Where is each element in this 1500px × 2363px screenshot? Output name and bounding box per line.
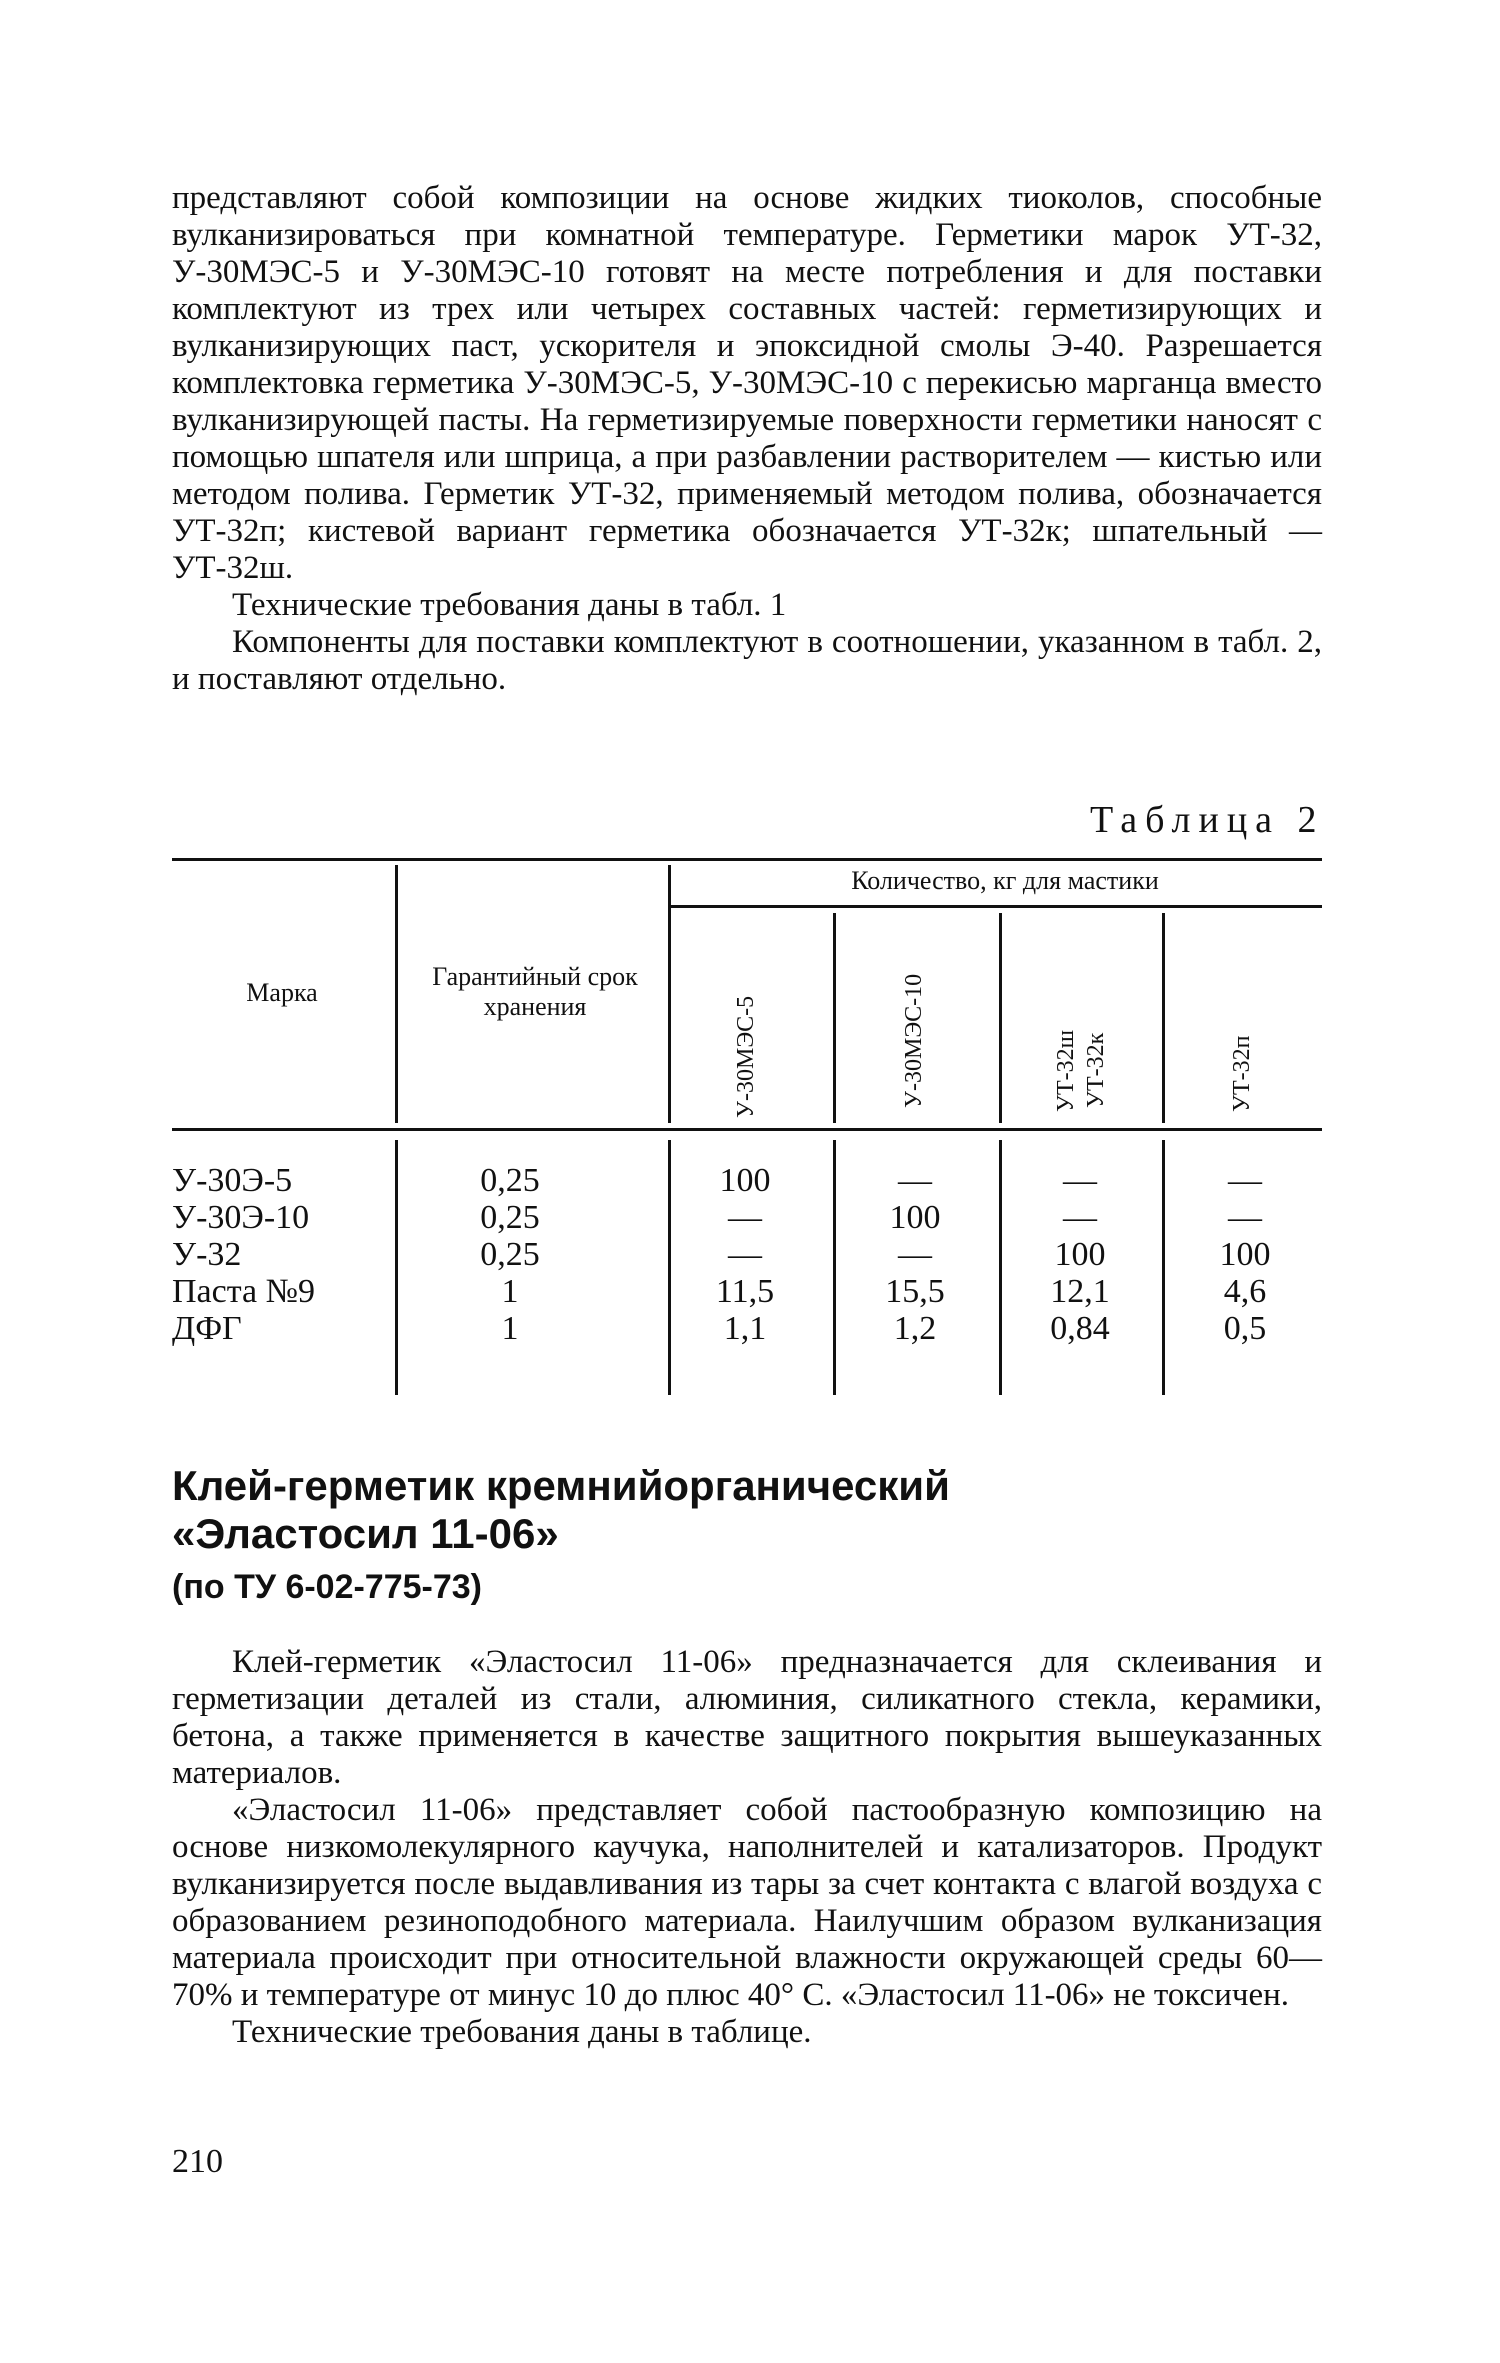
intro-paragraph-3: Компоненты для поставки комплектуют в соотношении, указанном в табл. 2, и поставляют отдельно. <box>172 624 1322 697</box>
cell-c3: 0,84 <box>1050 1310 1110 1347</box>
table-divider <box>999 1140 1002 1395</box>
cell-c3: — <box>1063 1199 1097 1236</box>
cell-c3: — <box>1063 1162 1097 1199</box>
subheader-ut32k: УТ-32к <box>1083 1032 1109 1108</box>
subheader-ut32p: УТ-32п <box>1229 1035 1255 1112</box>
header-group: Количество, кг для мастики <box>851 866 1159 895</box>
cell-c4: — <box>1228 1162 1262 1199</box>
cell-c4: — <box>1228 1199 1262 1236</box>
cell-c1: 100 <box>719 1162 771 1199</box>
subheader-u30mes5: У-30МЭС-5 <box>733 995 759 1118</box>
cell-c1: — <box>728 1236 762 1273</box>
cell-marka: У-30Э-10 <box>172 1199 310 1236</box>
cell-c2: 100 <box>889 1199 941 1236</box>
cell-c2: — <box>898 1162 932 1199</box>
cell-c4: 4,6 <box>1223 1273 1267 1310</box>
section-title-line-1: Клей-герметик кремнийорганический <box>172 1462 950 1509</box>
cell-c2: 15,5 <box>885 1273 945 1310</box>
cell-marka: Паста №9 <box>172 1273 316 1310</box>
cell-srok: 0,25 <box>480 1236 540 1273</box>
table-divider <box>395 1140 398 1395</box>
intro-paragraph-2: Технические требования даны в табл. 1 <box>232 587 787 623</box>
cell-c2: — <box>898 1236 932 1273</box>
intro-text <box>172 180 1322 698</box>
cell-c4: 0,5 <box>1223 1310 1267 1347</box>
cell-srok: 0,25 <box>480 1199 540 1236</box>
page-number: 210 <box>172 2143 223 2180</box>
cell-srok: 1 <box>501 1273 519 1310</box>
section-paragraph-2: «Эластосил 11-06» представляет собой пастообразную композицию на основе низкомолекулярного каучука, наполнителей и катализаторов. Продукт вулканизируется после выдавливания из тары за счет контакта с влагой воздуха с образованием резиноподобного материала. Наилучшим образом вулканизация материала происходит при относительной влажности окружающей среды 60—70% и температуре от минус 10 до плюс 40° С. «Эластосил 11-06» не токсичен. <box>172 1792 1322 2013</box>
table-divider <box>668 865 671 1123</box>
header-bottom-rule <box>172 1128 1322 1131</box>
group-header-rule <box>668 905 1322 908</box>
table-caption: Таблица 2 <box>1090 799 1325 841</box>
section-subtitle: (по ТУ 6-02-775-73) <box>172 1568 483 1606</box>
table-divider <box>1162 1140 1165 1395</box>
table-divider <box>833 1140 836 1395</box>
cell-c1: 1,1 <box>723 1310 767 1347</box>
cell-srok: 1 <box>501 1310 519 1347</box>
cell-marka: У-32 <box>172 1236 242 1273</box>
section-text <box>172 1644 1322 2051</box>
section-paragraph-1: Клей-герметик «Эластосил 11-06» предназначается для склеивания и герметизации деталей из стали, алюминия, силикатного стекла, керамики, бетона, а также применяется в качестве защитного покрытия вышеуказанных материалов. <box>172 1644 1322 1791</box>
table-divider <box>1162 913 1165 1123</box>
cell-marka: У-30Э-5 <box>172 1162 293 1199</box>
table-divider <box>833 913 836 1123</box>
table-divider <box>999 913 1002 1123</box>
table-divider <box>668 1140 671 1395</box>
cell-c3: 100 <box>1054 1236 1106 1273</box>
section-title <box>172 1462 950 1558</box>
section-title-line-2: «Эластосил 11-06» <box>172 1510 559 1557</box>
subheader-u30mes10: У-30МЭС-10 <box>901 973 927 1108</box>
cell-c1: 11,5 <box>715 1273 775 1310</box>
cell-marka: ДФГ <box>172 1310 242 1347</box>
cell-c4: 100 <box>1219 1236 1271 1273</box>
table-divider <box>395 865 398 1123</box>
table-top-rule <box>172 858 1322 861</box>
cell-srok: 0,25 <box>480 1162 540 1199</box>
header-srok: Гарантийный срок хранения <box>432 962 638 1021</box>
section-paragraph-3: Технические требования даны в таблице. <box>232 2014 812 2050</box>
cell-c1: — <box>728 1199 762 1236</box>
cell-c3: 12,1 <box>1050 1273 1110 1310</box>
cell-c2: 1,2 <box>893 1310 937 1347</box>
intro-paragraph-1: представляют собой композиции на основе жидких тиоколов, способные вулканизироваться при комнатной температуре. Герметики марок УТ-32, У-30МЭС-5 и У-30МЭС-10 готовят на месте потребления и для поставки комплектуют из трех или четырех составных частей: герметизирующих и вулканизирующих паст, ускорителя и эпоксидной смолы Э-40. Разрешается комплектовка герметика У-30МЭС-5, У-30МЭС-10 с перекисью марганца вместо вулканизирующей пасты. На герметизируемые поверхности герметики наносят с помощью шпателя или шприца, а при разбавлении растворителем — кистью или методом полива. Герметик УТ-32, применяемый методом полива, обозначается УТ-32п; кистевой вариант герметика обозначается УТ-32к; шпательный — УТ-32ш. <box>172 180 1322 586</box>
subheader-ut32sh: УТ-32ш <box>1053 1029 1079 1112</box>
header-marka: Марка <box>246 978 318 1007</box>
